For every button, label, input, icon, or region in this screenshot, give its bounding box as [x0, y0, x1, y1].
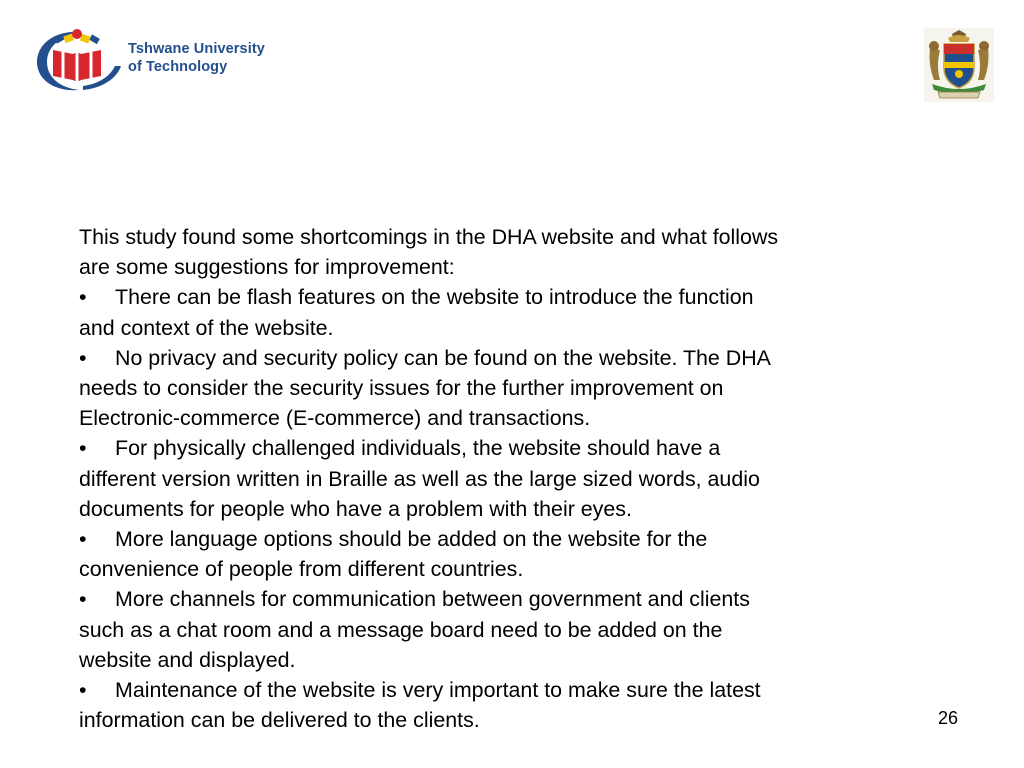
- bullet-line: There can be flash features on the website to introduce the function: [115, 285, 754, 310]
- bullet-line: website and displayed.: [79, 647, 296, 672]
- university-name: [128, 40, 265, 76]
- intro-line-2: are some suggestions for improvement:: [79, 255, 455, 280]
- coat-of-arms-icon: [924, 28, 994, 102]
- bullet-item: [79, 433, 929, 524]
- bullet-line: Maintenance of the website is very important to make sure the latest: [115, 678, 761, 703]
- bullet-item: [79, 282, 929, 342]
- intro-text: [79, 222, 929, 282]
- bullet-item: [79, 675, 929, 735]
- bullet-marker: •: [79, 527, 87, 552]
- bullet-line: documents for people who have a problem with their eyes.: [79, 496, 632, 521]
- bullet-item: [79, 343, 929, 434]
- page-number: 26: [938, 708, 959, 728]
- bullet-marker: •: [79, 587, 87, 612]
- university-name-line2: of Technology: [128, 59, 228, 75]
- bullet-line: information can be delivered to the clients.: [79, 708, 480, 733]
- bullet-item: [79, 524, 929, 584]
- bullet-line: More language options should be added on the website for the: [115, 527, 708, 552]
- bullet-line: No privacy and security policy can be found on the website. The DHA: [115, 345, 771, 370]
- university-logo: [33, 26, 303, 96]
- slide-body: [79, 222, 929, 735]
- bullet-line: such as a chat room and a message board need to be added on the: [79, 617, 723, 642]
- tut-logo-icon: [33, 26, 125, 96]
- bullet-line: For physically challenged individuals, the website should have a: [115, 436, 721, 461]
- university-name-line1: Tshwane University: [128, 41, 265, 57]
- bullet-marker: •: [79, 345, 87, 370]
- bullet-line: More channels for communication between government and clients: [115, 587, 750, 612]
- bullet-line: needs to consider the security issues for the further improvement on: [79, 376, 724, 401]
- intro-line-1: This study found some shortcomings in the DHA website and what follows: [79, 225, 779, 249]
- bullet-line: convenience of people from different countries.: [79, 557, 524, 582]
- bullet-line: Electronic-commerce (E-commerce) and transactions.: [79, 406, 591, 431]
- bullet-line: different version written in Braille as well as the large sized words, audio: [79, 466, 760, 491]
- bullet-marker: •: [79, 678, 87, 703]
- bullet-marker: •: [79, 285, 87, 310]
- bullet-marker: •: [79, 436, 87, 461]
- bullet-line: and context of the website.: [79, 315, 334, 340]
- bullet-item: [79, 584, 929, 675]
